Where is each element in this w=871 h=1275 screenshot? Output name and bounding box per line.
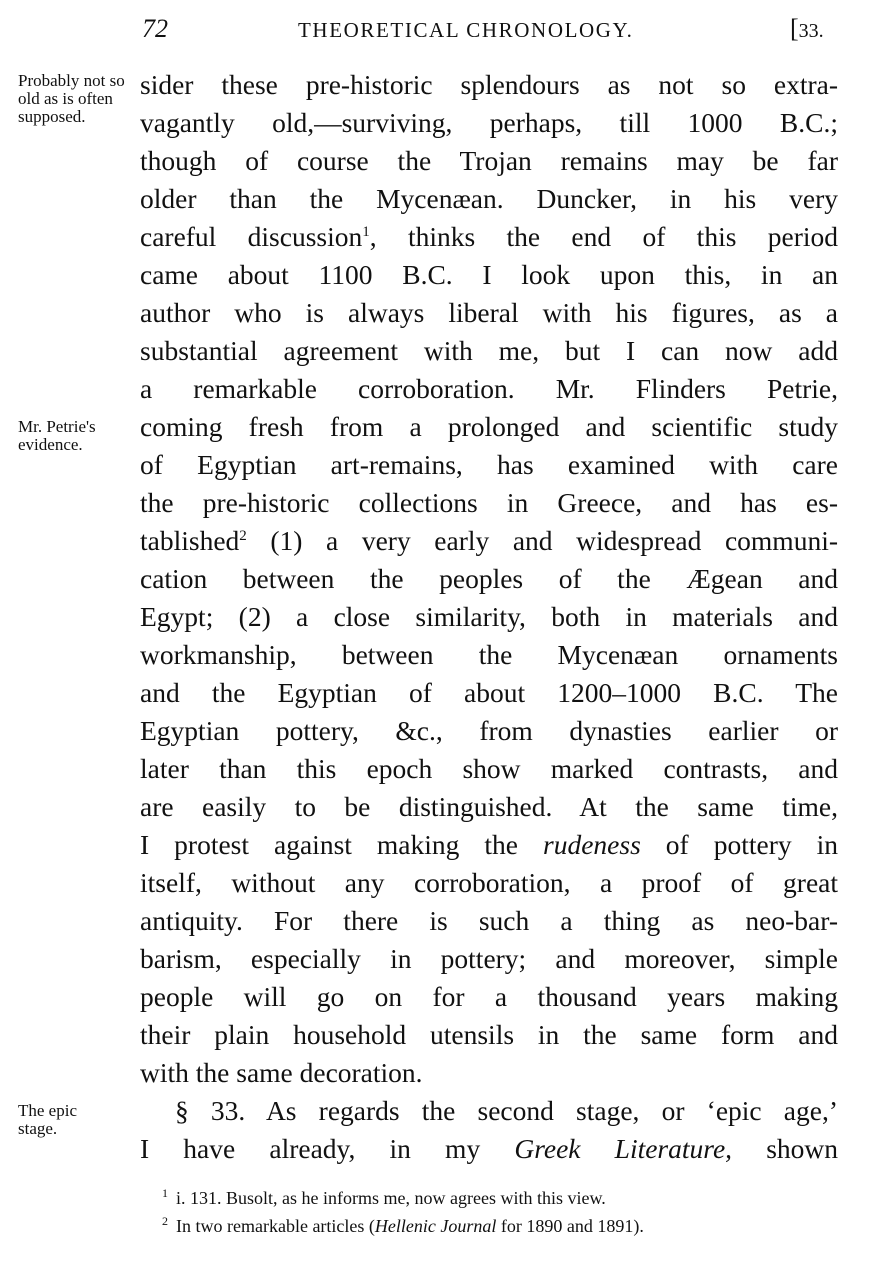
body-line: a remarkable corroboration. Mr. Flinders Petrie, [140,373,838,404]
journal-title: Hellenic Journal [374,1216,497,1236]
body-line: people will go on for a thousand years making [140,981,838,1012]
margin-note-petrie-evidence: Mr. Petrie's evidence. [18,417,96,454]
body-line: older than the Mycenæan. Duncker, in his very [140,183,838,214]
running-header [0,14,871,48]
section-start-line: § 33. As regards the second stage, or ‘epic age,’ [175,1095,838,1126]
body-line: came about 1100 B.C. I look upon this, in an [140,259,838,290]
body-line: substantial agreement with me, but I can now add [140,335,838,366]
body-line: and the Egyptian of about 1200–1000 B.C. The [140,677,838,708]
body-line: though of course the Trojan remains may be far [140,145,838,176]
body-line: tablished$^2$ (1) a very early and widespread communi- [140,525,838,556]
body-line: itself, without any corroboration, a proof of great [140,867,838,898]
book-title: Greek Literature, [514,1133,733,1164]
margin-note-probably-not-so-old: Probably not so old as is often supposed. [18,71,125,126]
footnote-marker: 2 [239,527,247,544]
section-reference: [33. [790,14,824,43]
body-line: barism, especially in pottery; and moreover, simple [140,943,838,974]
body-line: of Egyptian art-remains, has examined with care [140,449,838,480]
body-line: antiquity. For there is such a thing as neo-bar- [140,905,838,936]
body-line: are easily to be distinguished. At the same time, [140,791,838,822]
body-line: Egyptian pottery, &c., from dynasties earlier or [140,715,838,746]
body-line: coming fresh from a prolonged and scientific study [140,411,838,442]
emphasis: rudeness [543,829,641,860]
body-line: with the same decoration. [140,1057,423,1088]
body-line: sider these pre-historic splendours as not so extra- [140,69,838,100]
body-line: careful discussion$^1$, thinks the end of this period [140,221,838,252]
body-line: the pre-historic collections in Greece, and has es- [140,487,838,518]
margin-note-epic-stage: The epic stage. [18,1101,77,1138]
footnote-1: $^1$ i. 131. Busolt, as he informs me, now agrees with this view. [162,1186,606,1208]
body-line: author who is always liberal with his figures, as a [140,297,838,328]
footnote-2: $^2$ In two remarkable articles (Hellenic Journal for 1890 and 1891). [162,1214,644,1236]
body-line: Egypt; (2) a close similarity, both in materials and [140,601,838,632]
body-line: I protest against making the rudeness of pottery in [140,829,839,860]
page-number: 72 [142,14,168,43]
body-line: their plain household utensils in the same form and [140,1019,838,1050]
body-line: workmanship, between the Mycenæan ornaments [140,639,838,670]
body-line: I have already, in my Greek Literature, shown [140,1133,839,1164]
running-title: THEORETICAL CHRONOLOGY. [298,18,634,42]
body-line: later than this epoch show marked contrasts, and [140,753,838,784]
footnote-marker: 1 [362,223,370,240]
body-line: cation between the peoples of the Ægean and [140,563,838,594]
body-line: vagantly old,—surviving, perhaps, till 1000 B.C.; [140,107,838,138]
